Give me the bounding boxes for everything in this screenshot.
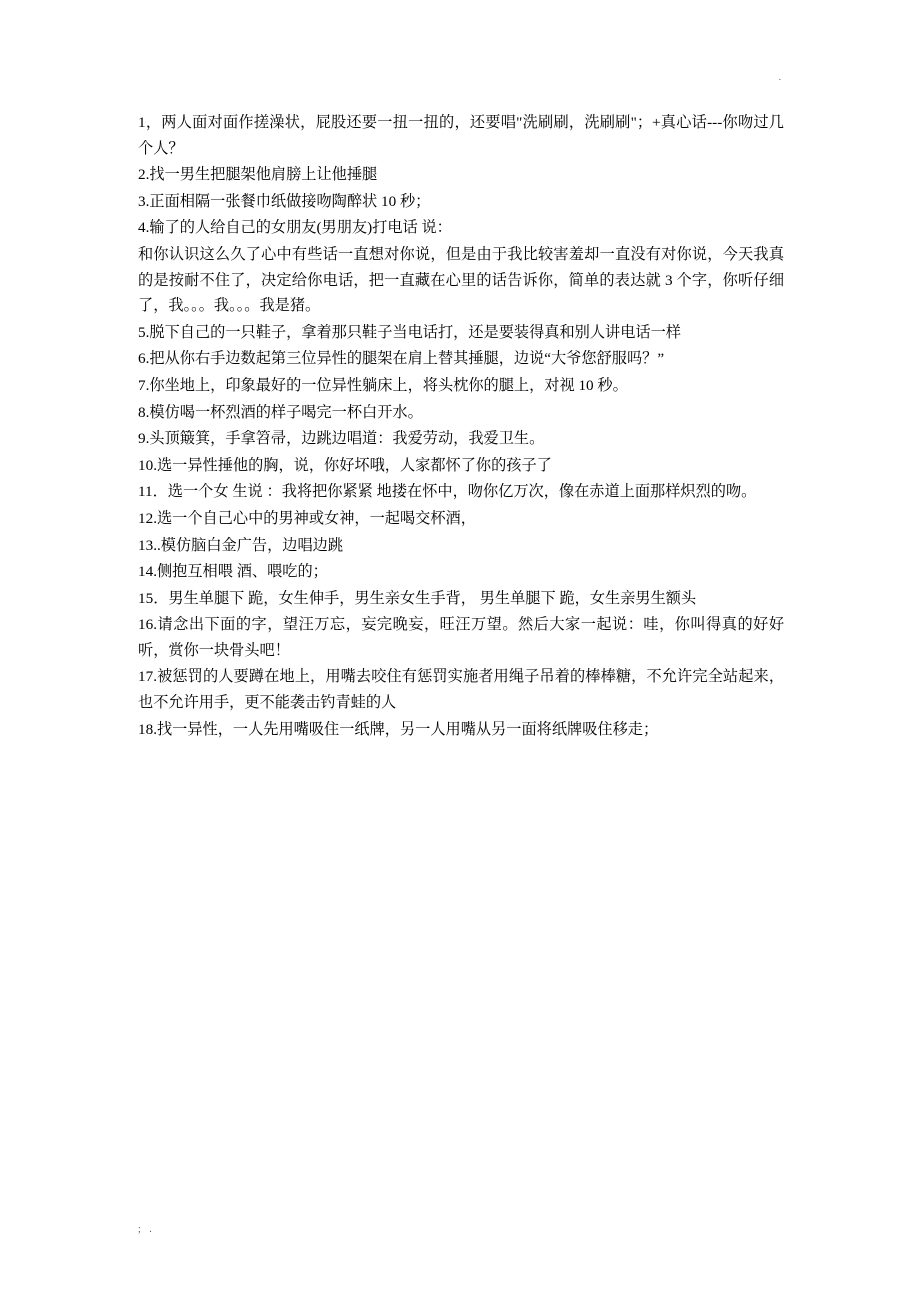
paragraph: 9.头顶簸箕，手拿笤帚，边跳边唱道：我爱劳动，我爱卫生。 [138, 430, 545, 448]
paragraph: 16.请念出下面的字，望汪万忘，妄完晚妄，旺汪万望。然后大家一起说：哇，你叫得真的好好听，赏你一块骨头吧！ [138, 616, 784, 659]
paragraph: 6.把从你右手边数起第三位异性的腿架在肩上替其捶腿，边说“大爷您舒服吗？” [138, 350, 665, 368]
header-mark: . [778, 72, 782, 82]
paragraph: 18.找一异性，一人先用嘴吸住一纸牌，另一人用嘴从另一面将纸牌吸住移走； [138, 720, 659, 738]
paragraph: 12.选一个自己心中的男神或女神，一起喝交杯酒， [138, 509, 476, 527]
paragraph: 和你认识这么久了心中有些话一直想对你说，但是由于我比较害羞却一直没有对你说，今天我真的是按耐不住了，决定给你电话，把一直藏在心里的话告诉你，简单的表达就 3 个字，你听仔细了，我。。。我。。。我是猪。 [138, 245, 784, 315]
paragraph: 17.被惩罚的人要蹲在地上，用嘴去咬住有惩罚实施者用绳子吊着的棒棒糖，不允许完全站起来，也不允许用手，更不能袭击钓青蛙的人 [138, 668, 784, 712]
paragraph: 5.脱下自己的一只鞋子，拿着那只鞋子当电话打，还是要装得真和别人讲电话一样 [138, 323, 681, 341]
paragraph: 8.模仿喝一杯烈酒的样子喝完一杯白开水。 [138, 403, 423, 421]
paragraph: 13..模仿脑白金广告，边唱边跳 [138, 536, 344, 554]
paragraph: 2.找一男生把腿架他肩膀上让他捶腿 [138, 166, 378, 184]
paragraph: 7.你坐地上，印象最好的一位异性躺床上，将头枕你的腿上，对视 10 秒。 [138, 376, 628, 394]
paragraph: 10.选一异性捶他的胸，说，你好坏哦，人家都怀了你的孩子了 [138, 456, 552, 474]
document-body [138, 110, 784, 743]
paragraph: 11．选一个女 生说 ：我将把你紧紧 地搂在怀中，吻你亿万次，像在赤道上面那样炽烈的吻。 [138, 483, 757, 501]
paragraph: 4.输了的人给自己的女朋友(男朋友)打电话 说： [138, 219, 452, 237]
paragraph: 1，两人面对面作搓澡状，屁股还要一扭一扭的，还要唱"洗刷刷，洗刷刷"；+真心话---你吻过几个人？ [138, 114, 784, 157]
paragraph: 3.正面相隔一张餐巾纸做接吻陶醉状 10 秒； [138, 192, 431, 210]
footer-mark: ; . [138, 1224, 155, 1235]
paragraph: 15．男生单腿下 跪，女生伸手，男生亲女生手背， 男生单腿下 跪，女生亲男生额头 [138, 589, 697, 607]
paragraph: 14.侧抱互相喂 酒、喂吃的； [138, 563, 328, 581]
